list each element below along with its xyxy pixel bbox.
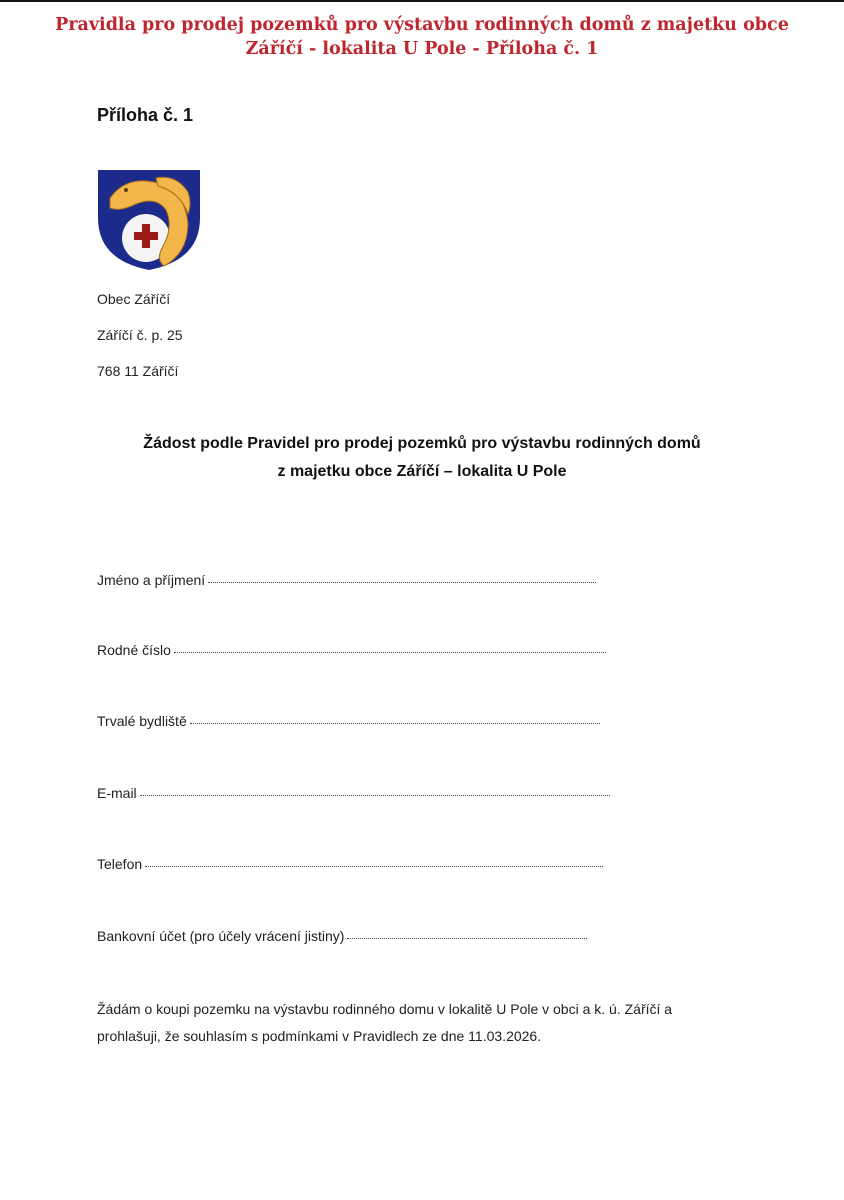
field-label: Jméno a příjmení xyxy=(97,572,206,588)
form-title-line-2: z majetku obce Záříčí – lokalita U Pole xyxy=(277,463,567,480)
field-name[interactable] xyxy=(97,572,596,588)
form-title xyxy=(0,430,844,486)
top-border xyxy=(0,0,844,2)
field-label: Bankovní účet (pro účely vrácení jistiny) xyxy=(97,928,345,944)
field-label: Trvalé bydliště xyxy=(97,713,187,729)
document-header xyxy=(0,13,844,61)
field-label: Telefon xyxy=(97,856,143,872)
field-label: E-mail xyxy=(97,785,137,801)
declaration-line-1: Žádám o koupi pozemku na výstavbu rodinného domu v lokalitě U Pole v obci a k. ú. Záříčí a xyxy=(97,1001,673,1017)
fill-line[interactable] xyxy=(145,866,603,867)
address-line-2: Záříčí č. p. 25 xyxy=(97,327,183,343)
field-bank-account[interactable] xyxy=(97,928,587,944)
field-birth-number[interactable] xyxy=(97,642,606,658)
header-line-1: Pravidla pro prodej pozemků pro výstavbu rodinných domů z majetku obce xyxy=(55,15,789,35)
address-line-3: 768 11 Záříčí xyxy=(97,363,179,379)
fill-line[interactable] xyxy=(174,652,606,653)
annex-title: Příloha č. 1 xyxy=(97,105,194,125)
form-title-line-1: Žádost podle Pravidel pro prodej pozemků pro výstavbu rodinných domů xyxy=(143,435,701,452)
fill-line[interactable] xyxy=(347,938,587,939)
field-phone[interactable] xyxy=(97,856,603,872)
declaration-text xyxy=(97,996,757,1050)
field-address[interactable] xyxy=(97,713,600,729)
field-label: Rodné číslo xyxy=(97,642,171,658)
field-email[interactable] xyxy=(97,785,610,801)
fill-line[interactable] xyxy=(208,582,596,583)
coat-of-arms-fish-icon xyxy=(96,168,202,272)
fill-line[interactable] xyxy=(190,723,600,724)
address-line-1: Obec Záříčí xyxy=(97,291,171,307)
fill-line[interactable] xyxy=(140,795,610,796)
header-line-2: Záříčí - lokalita U Pole - Příloha č. 1 xyxy=(245,39,599,59)
declaration-line-2: prohlašuji, že souhlasím s podmínkami v Pravidlech ze dne 11.03.2026. xyxy=(97,1028,542,1044)
